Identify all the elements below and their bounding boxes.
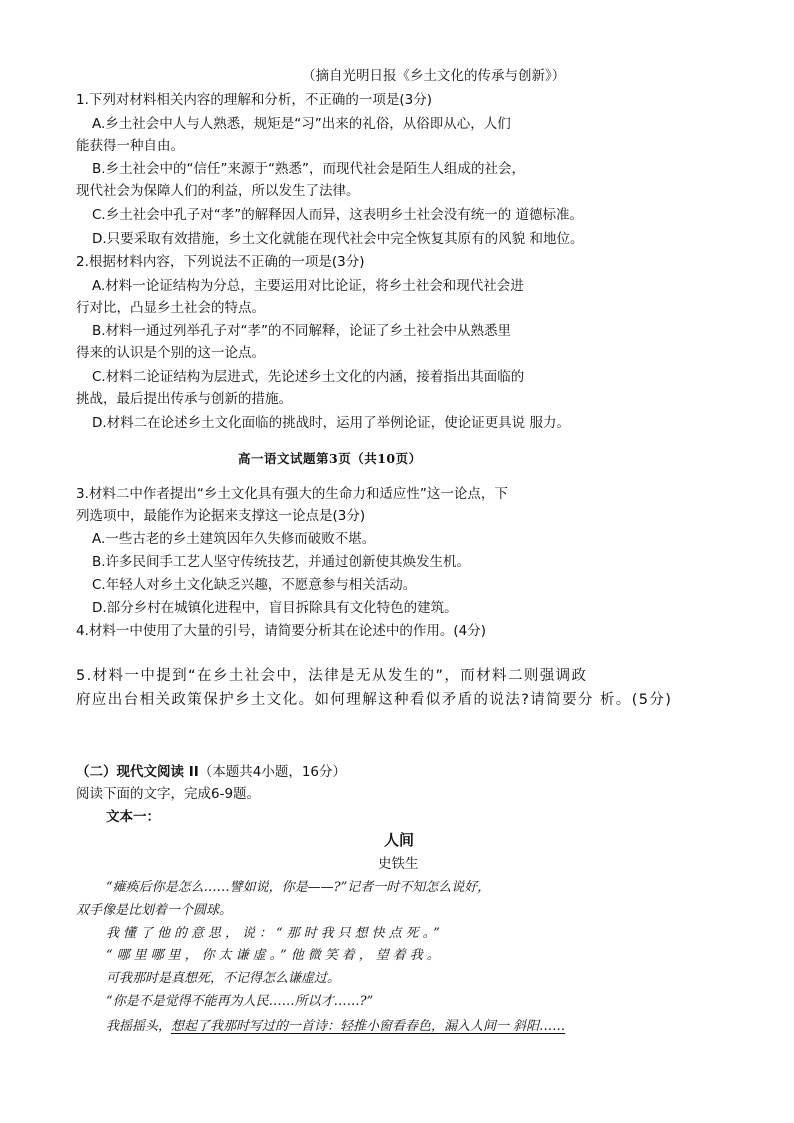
q3-option-c: C.年轻人对乡土文化缺乏兴趣，不愿意参与相关活动。: [92, 577, 417, 593]
q2-option-d: D.材料二在论述乡土文化面临的挑战时，运用了举例论证，使论证更具说 服力。: [92, 415, 570, 431]
source-line: （摘自光明日报《乡土文化的传承与创新》）: [302, 68, 566, 84]
q1-option-a-cont: 能获得一种自由。: [76, 138, 184, 154]
q3-option-d: D.部分乡村在城镇化进程中，盲目拆除具有文化特色的建筑。: [92, 600, 458, 616]
q2-stem: 2.根据材料内容，下列说法不正确的一项是(3分): [76, 254, 365, 270]
question-4: 4.材料一中使用了大量的引号，请简要分析其在论述中的作用。(4分): [76, 623, 487, 639]
q1-option-b: B.乡土社会中的“信任”来源于“熟悉”，而现代社会是陌生人组成的社会，: [92, 161, 526, 177]
q3-stem-cont: 列选项中，最能作为论据来支撑这一论点是(3分): [76, 508, 366, 524]
page-footer: 高一语文试题第3页（共10页）: [238, 451, 422, 466]
section-2-heading-rest: （本题共4小题，16分）: [198, 764, 347, 780]
q2-option-a-cont: 行对比，凸显乡土社会的特点。: [76, 300, 265, 316]
q5-line-2: 府应出台相关政策保护乡土文化。如何理解这种看似矛盾的说法?请简要分 析。(5分): [76, 692, 673, 708]
story-paragraph-4: 可我那时是真想死，不记得怎么谦虚过。: [106, 971, 341, 986]
section-2-heading: [76, 762, 346, 782]
story-paragraph-3: “哪里哪里，你太谦虚。”他微笑着，望着我。: [106, 948, 444, 963]
q3-option-a: A.一些古老的乡土建筑因年久失修而破败不堪。: [92, 531, 376, 547]
q3-stem: 3.材料二中作者提出“乡土文化具有强大的生命力和适应性”这一论点，下: [76, 486, 508, 502]
q1-option-a: A.乡土社会中人与人熟悉，规矩是“习”出来的礼俗，从俗即从心，人们: [92, 116, 511, 132]
q1-stem: 1.下列对材料相关内容的理解和分析，不正确的一项是(3分): [76, 92, 433, 108]
q1-option-d: D.只要采取有效措施，乡土文化就能在现代社会中完全恢复其原有的风貌 和地位。: [92, 231, 584, 247]
section-2-heading-bold: （二）现代文阅读 II: [76, 764, 199, 780]
q2-option-c: C.材料二论证结构为层进式，先论述乡土文化的内涵，接着指出其面临的: [92, 369, 525, 385]
story-underlined-poem: 想起了我那时写过的一首诗：轻推小窗看春色，漏入人间一 斜阳……: [171, 1019, 566, 1034]
story-paragraph-5: “你是不是觉得不能再为人民……所以才……?”: [106, 994, 374, 1009]
story-paragraph-1-cont: 双手像是比划着一个圆球。: [76, 903, 233, 918]
story-author: 史铁生: [378, 856, 419, 872]
story-paragraph-6: [106, 1017, 565, 1037]
text-1-label: 文本一：: [106, 809, 160, 825]
q2-option-b-cont: 得来的认识是个别的这一论点。: [76, 345, 265, 361]
q1-option-b-cont: 现代社会为保障人们的利益，所以发生了法律。: [76, 183, 360, 199]
q1-option-c: C.乡土社会中孔子对“孝”的解释因人而异，这表明乡土社会没有统一的 道德标准。: [92, 207, 583, 223]
q2-option-a: A.材料一论证结构为分总，主要运用对比论证，将乡土社会和现代社会进: [92, 278, 524, 294]
story-paragraph-2: 我懂了他的意思，说：“那时我只想快点死。”: [106, 926, 444, 941]
story-title: 人间: [384, 831, 415, 849]
section-2-instruction: 阅读下面的文字，完成6-9题。: [76, 786, 261, 802]
q2-option-b: B.材料一通过列举孔子对“孝”的不同解释，论证了乡土社会中从熟悉里: [92, 323, 512, 339]
story-paragraph-1: “瘫痪后你是怎么……譬如说，你是——?”记者一时不知怎么说好，: [106, 880, 491, 895]
q2-option-c-cont: 挑战，最后提出传承与创新的措施。: [76, 391, 292, 407]
q5-line-1: 5.材料一中提到“在乡土社会中，法律是无从发生的”，而材料二则强调政: [76, 668, 588, 684]
q3-option-b: B.许多民间手工艺人坚守传统技艺，并通过创新使其焕发生机。: [92, 554, 471, 570]
story-paragraph-6-start: 我摇摇头，: [106, 1019, 172, 1034]
